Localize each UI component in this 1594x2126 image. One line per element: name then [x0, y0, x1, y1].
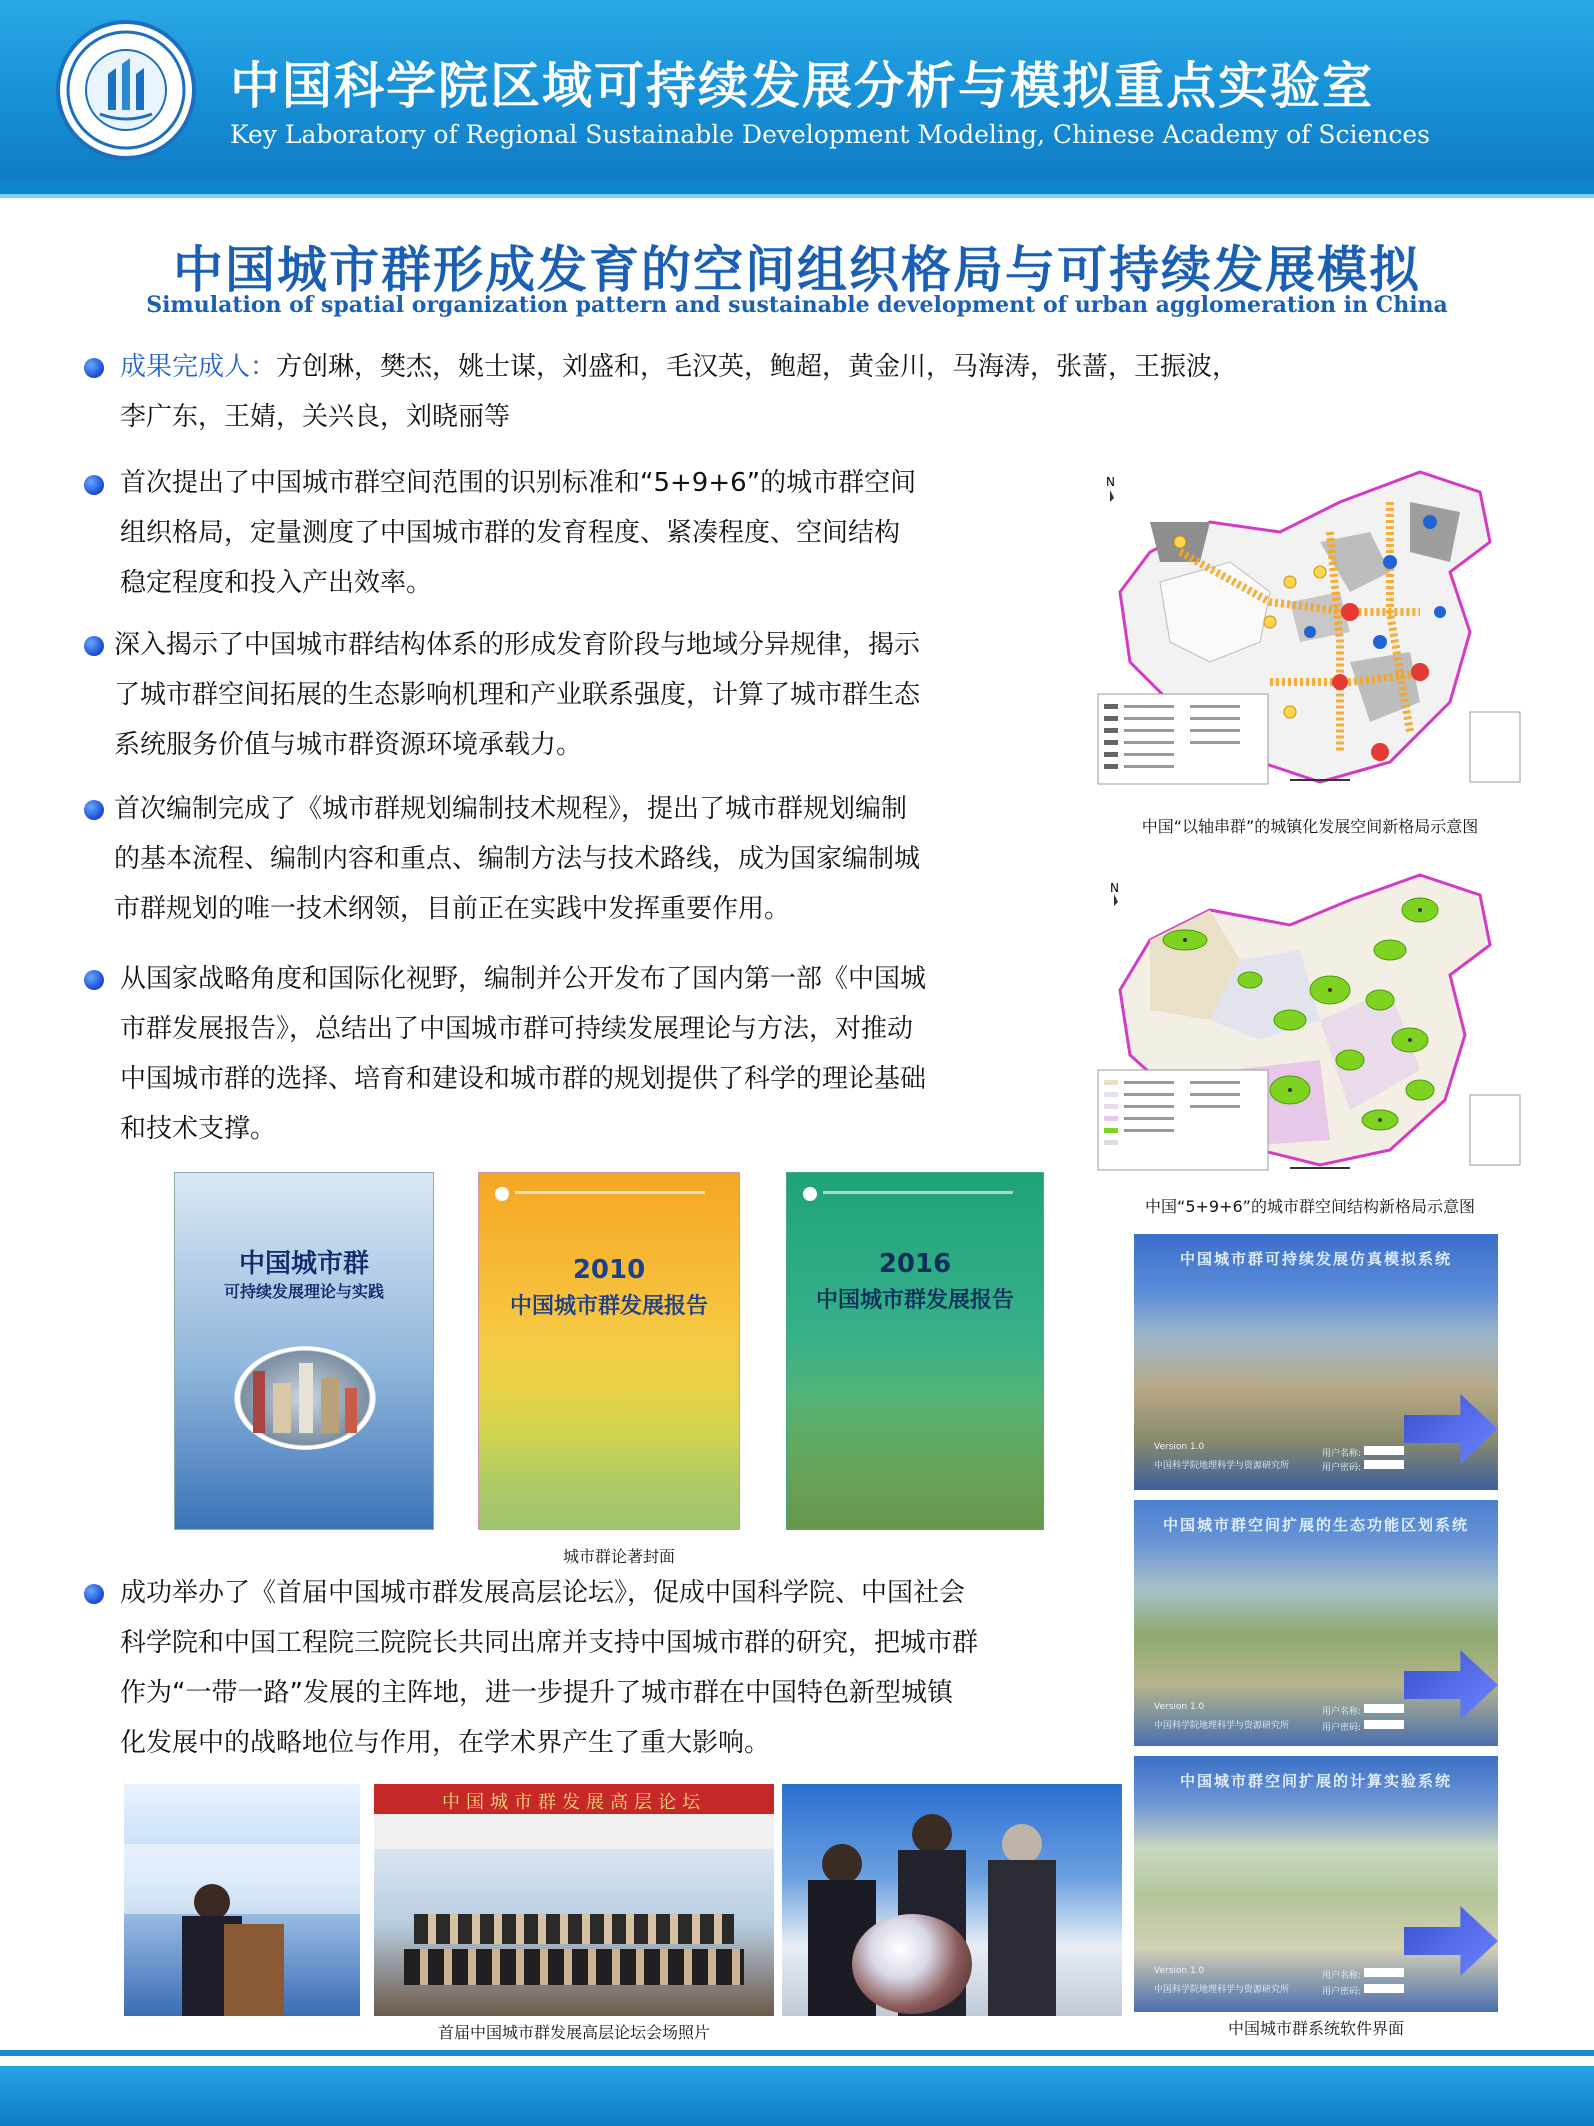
- software2-password-label: 用户密码:: [1322, 1723, 1362, 1733]
- speaker-head: [194, 1884, 230, 1920]
- header-divider-light: [0, 194, 1594, 198]
- person-head: [912, 1814, 952, 1854]
- arrow-graphic: [1404, 1394, 1498, 1464]
- point-1: [120, 458, 1080, 608]
- forum-banner-text: 中国城市群发展高层论坛: [442, 1792, 706, 1813]
- point-line: 首次提出了中国城市群空间范围的识别标准和“5+9+6”的城市群空间: [120, 468, 917, 498]
- software3-title: 中国城市群空间扩展的计算实验系统: [1179, 1772, 1452, 1790]
- map-axis-belt: [1090, 462, 1530, 802]
- book1-subtitle: 可持续发展理论与实践: [223, 1282, 384, 1301]
- point-line: 的基本流程、编制内容和重点、编制方法与技术路线，成为国家编制城: [114, 844, 921, 874]
- svg-text:N: N: [1106, 475, 1115, 489]
- header-title-cn: 中国科学院区域可持续发展分析与模拟重点实验室: [230, 57, 1374, 115]
- point-line: 系统服务价值与城市群资源环境承载力。: [114, 730, 583, 760]
- skyline-fade: [479, 1403, 740, 1530]
- book2-title: 中国城市群发展报告: [509, 1294, 708, 1319]
- contributors: [120, 342, 1560, 442]
- series-line: [515, 1191, 705, 1194]
- forum-caption: 首届中国城市群发展高层论坛会场照片: [437, 2023, 710, 2042]
- svg-text:N: N: [1110, 881, 1119, 895]
- point-line: 科学院和中国工程院三院院长共同出席并支持中国城市群的研究，把城市群: [120, 1628, 979, 1658]
- software2-institute: 中国科学院地理科学与资源研究所: [1154, 1721, 1290, 1731]
- crystal-ball: [852, 1914, 972, 2014]
- poster-title-cn: 中国城市群形成发育的空间组织格局与可持续发展模拟: [173, 241, 1421, 299]
- group-row-back: [414, 1914, 734, 1944]
- software1-username-field[interactable]: [1364, 1446, 1404, 1455]
- header-title-en: Key Laboratory of Regional Sustainable Development Modeling, Chinese Academy of Sciences: [230, 120, 1430, 149]
- bullet-icon: [84, 358, 104, 378]
- bullet-icon: [84, 800, 104, 820]
- book3-title: 中国城市群发展报告: [815, 1288, 1014, 1313]
- person-head: [822, 1844, 862, 1884]
- software1-password-label: 用户密码:: [1322, 1463, 1362, 1473]
- book3-year: 2016: [878, 1249, 952, 1279]
- forum-photo-ceremony: [782, 1784, 1122, 2016]
- backdrop-panel: [124, 1844, 360, 1914]
- point-line: 首次编制完成了《城市群规划编制技术规程》，提出了城市群规划编制: [114, 794, 908, 824]
- software1-username-label: 用户名称:: [1322, 1449, 1362, 1459]
- bullet-icon: [84, 475, 104, 495]
- book-cover-2010: [478, 1172, 740, 1530]
- series-line: [823, 1191, 1013, 1194]
- point-line: 市群发展报告》，总结出了中国城市群可持续发展理论与方法，对推动: [120, 1014, 914, 1044]
- point-line: 作为“一带一路”发展的主阵地，进一步提升了城市群在中国特色新型城镇: [120, 1678, 953, 1708]
- point-line: 从国家战略角度和国际化视野，编制并公开发布了国内第一部《中国城: [120, 964, 927, 994]
- point-line: 市群规划的唯一技术纲领，目前正在实践中发挥重要作用。: [114, 894, 791, 924]
- software2-username-field[interactable]: [1364, 1704, 1404, 1713]
- map-5-9-6: [1090, 870, 1530, 1180]
- book1-title: 中国城市群: [238, 1249, 369, 1279]
- forum-photo-speaker: [124, 1784, 360, 2016]
- software3-password-label: 用户密码:: [1322, 1987, 1362, 1997]
- software-caption: 中国城市群系统软件界面: [1227, 2019, 1404, 2038]
- skyline-fade: [787, 1393, 1044, 1530]
- arrow-graphic: [1404, 1906, 1498, 1976]
- software-panel-ecology: [1134, 1500, 1498, 1746]
- person-head: [1002, 1824, 1042, 1864]
- publisher-logo-icon: [495, 1187, 509, 1201]
- footer-divider: [0, 2050, 1594, 2056]
- book2-year: 2010: [572, 1255, 646, 1285]
- person-body: [988, 1860, 1056, 2016]
- forum-photo-group: [374, 1784, 774, 2016]
- point-line: 中国城市群的选择、培育和建设和城市群的规划提供了科学的理论基础: [120, 1064, 927, 1094]
- building-shape: [299, 1363, 313, 1433]
- software3-username-label: 用户名称:: [1322, 1971, 1362, 1981]
- point-line: 组织格局，定量测度了中国城市群的发育程度、紧凑程度、空间结构: [120, 518, 901, 548]
- software2-title: 中国城市群空间扩展的生态功能区划系统: [1162, 1516, 1469, 1534]
- building-shape: [345, 1388, 357, 1433]
- point-line: 化发展中的战略地位与作用，在学术界产生了重大影响。: [120, 1728, 771, 1758]
- map2-caption: 中国“5+9+6”的城市群空间结构新格局示意图: [1145, 1197, 1475, 1216]
- header-divider: [0, 180, 1594, 194]
- bullet-icon: [84, 1584, 104, 1604]
- contributors-names-1: 方创琳，樊杰，姚士谋，刘盛和，毛汉英，鲍超，黄金川，马海涛，张蔷，王振波，: [276, 352, 1239, 382]
- bullet-icon: [84, 970, 104, 990]
- arrow-graphic: [1404, 1650, 1498, 1720]
- point-4: [120, 954, 1080, 1154]
- contributors-label: 成果完成人：: [120, 352, 277, 382]
- software-panel-simulation: [1134, 1234, 1498, 1490]
- point-line: 稳定程度和投入产出效率。: [120, 568, 433, 598]
- map1-caption: 中国“以轴串群”的城镇化发展空间新格局示意图: [1141, 817, 1479, 836]
- podium: [224, 1924, 284, 2016]
- point-5: [120, 1568, 1110, 1768]
- building-shape: [253, 1371, 265, 1433]
- point-line: 深入揭示了中国城市群结构体系的形成发育阶段与地域分异规律，揭示: [114, 630, 921, 660]
- software1-password-field[interactable]: [1364, 1460, 1404, 1469]
- building-shape: [273, 1383, 291, 1433]
- software2-username-label: 用户名称:: [1322, 1707, 1362, 1717]
- point-2: [114, 620, 1080, 770]
- point-line: 成功举办了《首届中国城市群发展高层论坛》，促成中国科学院、中国社会: [120, 1578, 966, 1608]
- publisher-logo-icon: [803, 1187, 817, 1201]
- software2-password-field[interactable]: [1364, 1720, 1404, 1729]
- group-row-front: [404, 1949, 744, 1985]
- point-line: 了城市群空间拓展的生态影响机理和产业联系强度，计算了城市群生态: [114, 680, 921, 710]
- building-shape: [321, 1378, 339, 1433]
- book-cover-theory: [174, 1172, 434, 1530]
- software3-password-field[interactable]: [1364, 1984, 1404, 1993]
- software-panel-experiment: [1134, 1756, 1498, 2012]
- books-caption: 城市群论著封面: [562, 1547, 675, 1566]
- point-3: [114, 784, 1080, 934]
- point-line: 和技术支撑。: [120, 1114, 277, 1144]
- software3-version: Version 1.0: [1154, 1966, 1205, 1976]
- software1-institute: 中国科学院地理科学与资源研究所: [1154, 1461, 1290, 1471]
- software1-version: Version 1.0: [1154, 1442, 1205, 1452]
- software2-version: Version 1.0: [1154, 1702, 1205, 1712]
- book-cover-2016: [786, 1172, 1044, 1530]
- software3-institute: 中国科学院地理科学与资源研究所: [1154, 1985, 1290, 1995]
- poster-title-en: Simulation of spatial organization pattern and sustainable development of urban agglomeration in China: [146, 292, 1448, 318]
- institute-logo: [56, 20, 196, 160]
- contributors-names-2: 李广东，王婧，关兴良，刘晓丽等: [120, 402, 511, 432]
- software3-username-field[interactable]: [1364, 1968, 1404, 1977]
- bullet-icon: [84, 636, 104, 656]
- footer-banner: [0, 2066, 1594, 2126]
- software1-title: 中国城市群可持续发展仿真模拟系统: [1179, 1250, 1452, 1268]
